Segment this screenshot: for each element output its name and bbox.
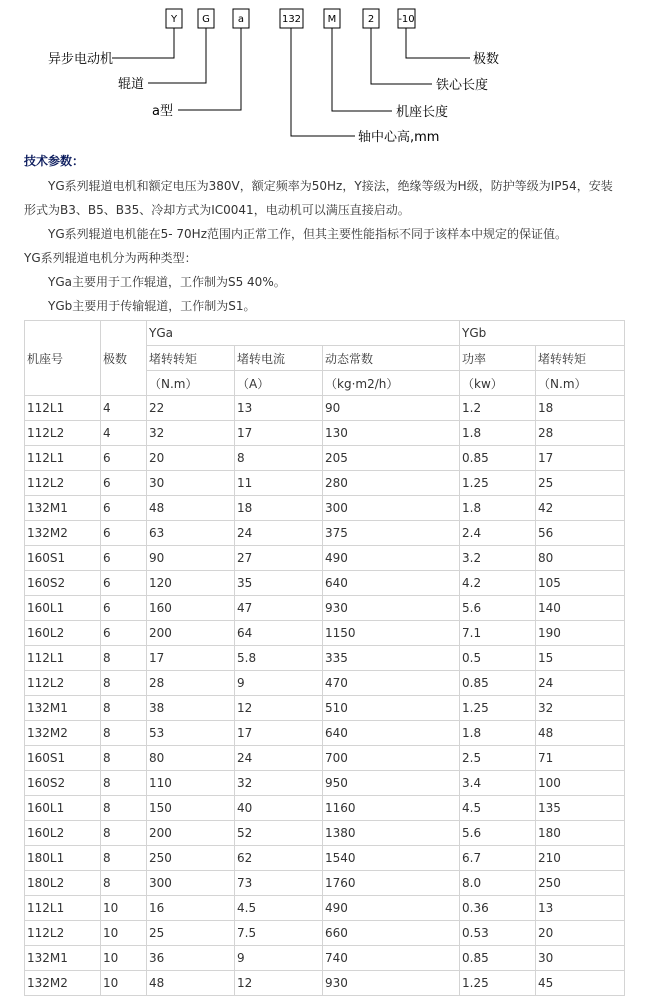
table-cell: 2.4 (460, 521, 536, 546)
table-cell: 930 (323, 971, 460, 996)
table-cell: 1540 (323, 846, 460, 871)
table-cell: 80 (536, 546, 625, 571)
table-cell: 10 (101, 971, 147, 996)
table-cell: 64 (235, 621, 323, 646)
table-cell: 22 (147, 396, 235, 421)
table-cell: 1.25 (460, 696, 536, 721)
table-cell: 30 (147, 471, 235, 496)
code-box-y: Y (170, 14, 178, 25)
table-cell: 7.1 (460, 621, 536, 646)
header-col-name: 功率 (460, 346, 536, 371)
table-row (25, 971, 625, 996)
header-group-yga: YGa (147, 321, 460, 346)
table-cell: 0.85 (460, 946, 536, 971)
table-cell: 160S2 (25, 771, 101, 796)
table-cell: 40 (235, 796, 323, 821)
table-cell: 180L1 (25, 846, 101, 871)
table-cell: 132M2 (25, 721, 101, 746)
table-cell: 510 (323, 696, 460, 721)
table-cell: 25 (147, 921, 235, 946)
table-cell: 6 (101, 546, 147, 571)
table-cell: 28 (147, 671, 235, 696)
table-cell: 3.4 (460, 771, 536, 796)
table-cell: 250 (147, 846, 235, 871)
table-cell: 8 (101, 671, 147, 696)
table-cell: 48 (536, 721, 625, 746)
table-cell: 5.8 (235, 646, 323, 671)
spec-table (24, 320, 625, 996)
table-cell: 180 (536, 821, 625, 846)
table-cell: 110 (147, 771, 235, 796)
table-cell: 32 (235, 771, 323, 796)
table-cell: 4 (101, 421, 147, 446)
table-cell: 640 (323, 571, 460, 596)
table-cell: 8 (101, 821, 147, 846)
table-row (25, 446, 625, 471)
table-cell: 13 (235, 396, 323, 421)
table-cell: 62 (235, 846, 323, 871)
table-cell: 112L1 (25, 896, 101, 921)
table-cell: 27 (235, 546, 323, 571)
table-cell: 112L1 (25, 396, 101, 421)
table-row (25, 421, 625, 446)
label-async-motor: 异步电动机 (48, 52, 114, 67)
table-cell: 0.85 (460, 671, 536, 696)
table-cell: 8 (101, 846, 147, 871)
table-row (25, 396, 625, 421)
table-cell: 112L1 (25, 646, 101, 671)
table-cell: 1.8 (460, 721, 536, 746)
table-cell: 8.0 (460, 871, 536, 896)
table-row (25, 646, 625, 671)
table-cell: 90 (323, 396, 460, 421)
table-cell: 300 (147, 871, 235, 896)
table-cell: 36 (147, 946, 235, 971)
table-cell: 160S2 (25, 571, 101, 596)
table-cell: 640 (323, 721, 460, 746)
table-row (25, 521, 625, 546)
table-cell: 200 (147, 821, 235, 846)
table-cell: 18 (536, 396, 625, 421)
table-cell: 9 (235, 671, 323, 696)
table-cell: 1150 (323, 621, 460, 646)
table-cell: 6 (101, 571, 147, 596)
spec-table-body (25, 396, 625, 996)
table-cell: 73 (235, 871, 323, 896)
table-cell: 6.7 (460, 846, 536, 871)
table-cell: 135 (536, 796, 625, 821)
param-paragraph: YG系列辊道电机能在5- 70Hz范围内正常工作，但其主要性能指标不同于该样本中规定的保证值。 (48, 227, 568, 241)
table-cell: 47 (235, 596, 323, 621)
table-cell: 30 (536, 946, 625, 971)
table-cell: 8 (235, 446, 323, 471)
table-cell: 25 (536, 471, 625, 496)
table-cell: 8 (101, 721, 147, 746)
table-cell: 10 (101, 921, 147, 946)
table-cell: 335 (323, 646, 460, 671)
header-col-unit: （N.m） (147, 371, 235, 396)
table-cell: 17 (147, 646, 235, 671)
table-cell: 8 (101, 771, 147, 796)
table-row (25, 846, 625, 871)
param-paragraph: YGb主要用于传输辊道，工作制为S1。 (48, 299, 256, 313)
table-cell: 24 (235, 521, 323, 546)
table-cell: 112L2 (25, 921, 101, 946)
table-cell: 8 (101, 696, 147, 721)
table-cell: 28 (536, 421, 625, 446)
header-group-ygb: YGb (460, 321, 625, 346)
table-row (25, 771, 625, 796)
label-type-a: a型 (152, 104, 173, 119)
label-core-length: 铁心长度 (436, 78, 489, 93)
table-cell: 660 (323, 921, 460, 946)
table-cell: 4 (101, 396, 147, 421)
param-paragraph: YG系列辊道电机分为两种类型： (24, 251, 197, 265)
table-cell: 2.5 (460, 746, 536, 771)
table-cell: 1760 (323, 871, 460, 896)
table-row (25, 671, 625, 696)
table-cell: 6 (101, 621, 147, 646)
header-col-unit: （A） (235, 371, 323, 396)
header-col-unit: （N.m） (536, 371, 625, 396)
code-box-2: 2 (367, 14, 375, 25)
table-cell: 6 (101, 521, 147, 546)
table-cell: 48 (147, 971, 235, 996)
table-row (25, 821, 625, 846)
code-box-g: G (202, 14, 210, 25)
table-cell: 250 (536, 871, 625, 896)
table-row (25, 571, 625, 596)
table-cell: 45 (536, 971, 625, 996)
table-cell: 200 (147, 621, 235, 646)
table-cell: 16 (147, 896, 235, 921)
table-cell: 112L2 (25, 421, 101, 446)
table-cell: 132M2 (25, 521, 101, 546)
table-cell: 24 (235, 746, 323, 771)
table-cell: 375 (323, 521, 460, 546)
table-cell: 12 (235, 696, 323, 721)
table-cell: 300 (323, 496, 460, 521)
table-cell: 1.8 (460, 496, 536, 521)
table-cell: 17 (235, 721, 323, 746)
table-cell: 160L1 (25, 796, 101, 821)
table-cell: 6 (101, 596, 147, 621)
table-cell: 132M1 (25, 696, 101, 721)
table-cell: 160 (147, 596, 235, 621)
table-cell: 132M1 (25, 946, 101, 971)
table-cell: 490 (323, 546, 460, 571)
table-cell: 132M2 (25, 971, 101, 996)
table-row (25, 721, 625, 746)
header-model: 机座号 (25, 321, 101, 396)
table-row (25, 871, 625, 896)
table-cell: 1.25 (460, 971, 536, 996)
table-cell: 740 (323, 946, 460, 971)
table-cell: 8 (101, 646, 147, 671)
table-cell: 24 (536, 671, 625, 696)
table-cell: 18 (235, 496, 323, 521)
param-paragraph: YG系列辊道电机和额定电压为380V，额定频率为50Hz，Y接法，绝缘等级为H级，防护等级为IP54，安装形式为B3、B5、B35、冷却方式为IC0041，电动机可以满压直接启动。 (24, 179, 613, 217)
code-box-m: M (327, 14, 337, 25)
table-cell: 0.5 (460, 646, 536, 671)
table-cell: 5.6 (460, 596, 536, 621)
table-row (25, 921, 625, 946)
table-cell: 160S1 (25, 746, 101, 771)
table-cell: 0.85 (460, 446, 536, 471)
label-shaft-height: 轴中心高,mm (358, 130, 440, 145)
table-cell: 71 (536, 746, 625, 771)
table-cell: 280 (323, 471, 460, 496)
table-cell: 11 (235, 471, 323, 496)
table-cell: 160S1 (25, 546, 101, 571)
table-cell: 180L2 (25, 871, 101, 896)
table-cell: 105 (536, 571, 625, 596)
table-row (25, 496, 625, 521)
table-cell: 1.8 (460, 421, 536, 446)
table-cell: 80 (147, 746, 235, 771)
table-cell: 12 (235, 971, 323, 996)
table-cell: 930 (323, 596, 460, 621)
table-row (25, 896, 625, 921)
table-cell: 205 (323, 446, 460, 471)
label-poles: 极数 (473, 52, 500, 67)
table-cell: 132M1 (25, 496, 101, 521)
table-cell: 4.5 (460, 796, 536, 821)
label-roller: 辊道 (118, 77, 145, 92)
table-cell: 6 (101, 496, 147, 521)
code-box-132: 132 (281, 14, 302, 25)
table-cell: 210 (536, 846, 625, 871)
table-cell: 120 (147, 571, 235, 596)
table-cell: 32 (147, 421, 235, 446)
table-cell: 140 (536, 596, 625, 621)
table-cell: 0.36 (460, 896, 536, 921)
table-cell: 48 (147, 496, 235, 521)
table-cell: 17 (235, 421, 323, 446)
table-cell: 7.5 (235, 921, 323, 946)
table-cell: 38 (147, 696, 235, 721)
table-cell: 52 (235, 821, 323, 846)
table-cell: 1.2 (460, 396, 536, 421)
code-box-a: a (237, 14, 245, 25)
table-cell: 15 (536, 646, 625, 671)
header-col-name: 堵转电流 (235, 346, 323, 371)
table-cell: 112L1 (25, 446, 101, 471)
table-cell: 160L1 (25, 596, 101, 621)
table-cell: 160L2 (25, 621, 101, 646)
table-cell: 9 (235, 946, 323, 971)
table-cell: 42 (536, 496, 625, 521)
table-cell: 700 (323, 746, 460, 771)
table-cell: 950 (323, 771, 460, 796)
header-poles: 极数 (101, 321, 147, 396)
table-cell: 0.53 (460, 921, 536, 946)
params-title: 技术参数： (24, 154, 85, 168)
table-cell: 470 (323, 671, 460, 696)
table-cell: 100 (536, 771, 625, 796)
table-cell: 10 (101, 946, 147, 971)
table-row (25, 621, 625, 646)
table-cell: 6 (101, 446, 147, 471)
table-row (25, 696, 625, 721)
table-cell: 13 (536, 896, 625, 921)
table-cell: 56 (536, 521, 625, 546)
table-row (25, 596, 625, 621)
table-row (25, 546, 625, 571)
table-row (25, 946, 625, 971)
table-cell: 6 (101, 471, 147, 496)
table-cell: 10 (101, 896, 147, 921)
table-row (25, 746, 625, 771)
table-cell: 53 (147, 721, 235, 746)
header-col-unit: （kw） (460, 371, 536, 396)
table-cell: 112L2 (25, 471, 101, 496)
table-cell: 490 (323, 896, 460, 921)
table-cell: 35 (235, 571, 323, 596)
table-cell: 1160 (323, 796, 460, 821)
table-cell: 5.6 (460, 821, 536, 846)
table-cell: 190 (536, 621, 625, 646)
param-paragraph: YGa主要用于工作辊道，工作制为S5 40%。 (48, 275, 286, 289)
code-box-10: -10 (398, 14, 415, 25)
table-cell: 1.25 (460, 471, 536, 496)
table-row (25, 471, 625, 496)
table-cell: 63 (147, 521, 235, 546)
table-cell: 8 (101, 871, 147, 896)
table-cell: 112L2 (25, 671, 101, 696)
table-cell: 130 (323, 421, 460, 446)
table-cell: 8 (101, 796, 147, 821)
table-cell: 160L2 (25, 821, 101, 846)
model-code-diagram (0, 0, 650, 150)
header-col-name: 堵转转矩 (536, 346, 625, 371)
header-col-name: 堵转转矩 (147, 346, 235, 371)
table-cell: 20 (147, 446, 235, 471)
table-cell: 20 (536, 921, 625, 946)
table-cell: 150 (147, 796, 235, 821)
table-cell: 4.5 (235, 896, 323, 921)
table-cell: 17 (536, 446, 625, 471)
header-col-unit: （kg·m2/h） (323, 371, 460, 396)
table-cell: 4.2 (460, 571, 536, 596)
table-cell: 8 (101, 746, 147, 771)
table-cell: 1380 (323, 821, 460, 846)
table-cell: 3.2 (460, 546, 536, 571)
table-row (25, 796, 625, 821)
table-cell: 32 (536, 696, 625, 721)
label-frame-length: 机座长度 (396, 105, 449, 120)
header-col-name: 动态常数 (323, 346, 460, 371)
table-cell: 90 (147, 546, 235, 571)
